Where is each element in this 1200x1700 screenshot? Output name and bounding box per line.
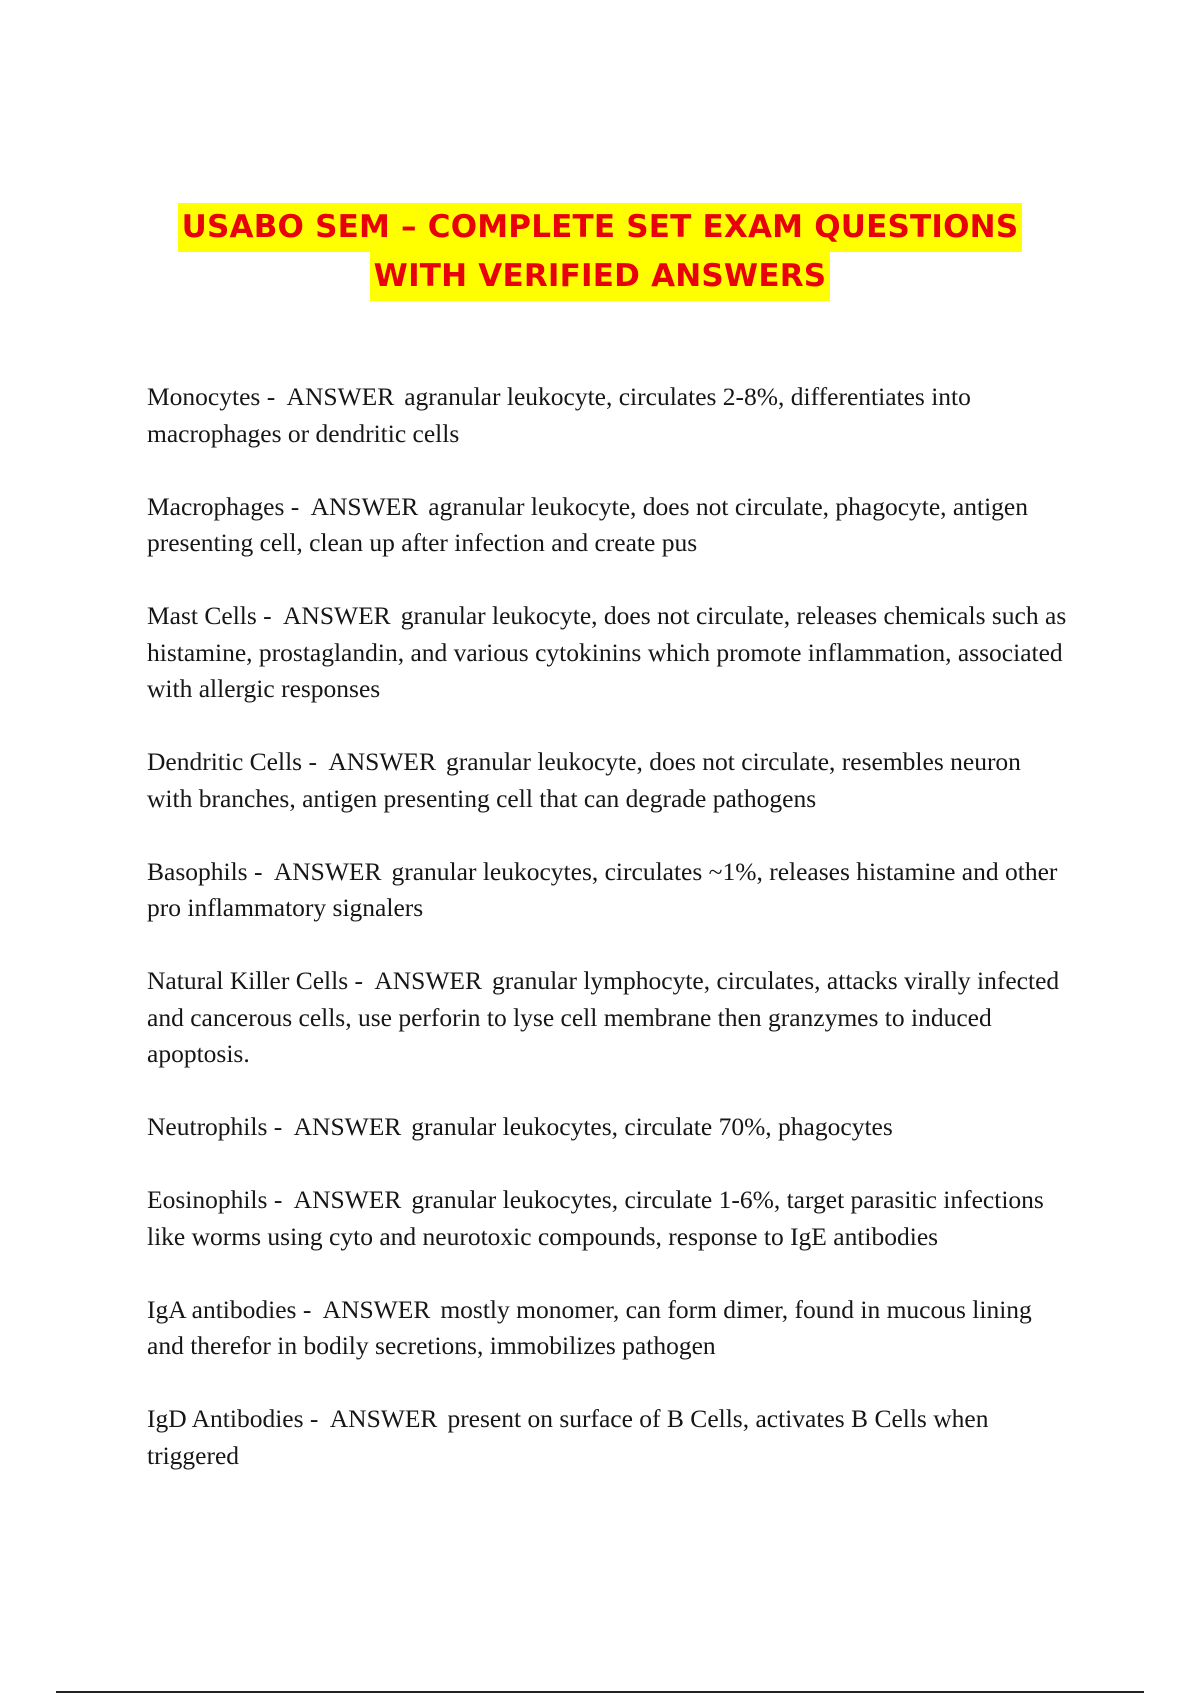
qa-item-macrophages [147, 489, 1067, 562]
title-line-2: WITH VERIFIED ANSWERS [370, 252, 831, 301]
answer-label: ANSWER [329, 1404, 438, 1433]
qa-term: Mast Cells - [147, 601, 283, 630]
qa-item-igd-antibodies [147, 1401, 1067, 1474]
qa-term: Macrophages - [147, 492, 311, 521]
document-title [0, 203, 1200, 301]
qa-answer: present on surface of B Cells, activates B Cells when triggered [147, 1404, 989, 1470]
footer-divider [56, 1691, 1144, 1693]
qa-term: Eosinophils - [147, 1185, 294, 1214]
qa-term: Monocytes - [147, 382, 287, 411]
qa-answer: agranular leukocyte, does not circulate, phagocyte, antigen presenting cell, clean up after infection and create pus [147, 491, 1028, 557]
qa-answer: granular leukocytes, circulate 70%, phagocytes [411, 1112, 893, 1141]
qa-list [147, 379, 1067, 1511]
answer-label: ANSWER [293, 1112, 402, 1141]
answer-label: ANSWER [374, 966, 483, 995]
qa-term: Neutrophils - [147, 1112, 294, 1141]
qa-answer: granular leukocyte, does not circulate, resembles neuron with branches, antigen presenting cell that can degrade pathogens [147, 747, 1021, 813]
title-line-1: USABO SEM – COMPLETE SET EXAM QUESTIONS [178, 203, 1023, 252]
qa-term: Dendritic Cells - [147, 747, 328, 776]
answer-label: ANSWER [293, 1185, 402, 1214]
qa-term: IgA antibodies - [147, 1295, 323, 1324]
answer-label: ANSWER [273, 856, 382, 886]
qa-answer: granular leukocyte, does not circulate, releases chemicals such as histamine, prostaglandin, and various cytokinins which promote inflammation, associated with allergic responses [147, 601, 1067, 703]
qa-answer: granular leukocytes, circulate 1-6%, target parasitic infections like worms using cyto and neurotoxic compounds, response to IgE antibodies [147, 1185, 1044, 1251]
qa-answer: granular leukocytes, circulates ~1%, releases histamine and other pro inflammatory signalers [147, 856, 1058, 922]
qa-item-dendritic-cells [147, 744, 1067, 817]
qa-item-eosinophils [147, 1182, 1067, 1255]
qa-term: Basophils - [147, 857, 274, 886]
answer-label: ANSWER [283, 601, 391, 630]
qa-answer: granular lymphocyte, circulates, attacks virally infected and cancerous cells, use perforin to lyse cell membrane then granzymes to induced apoptosis. [147, 966, 1060, 1068]
qa-item-neutrophils [147, 1109, 1067, 1146]
answer-label: ANSWER [328, 747, 436, 776]
qa-item-natural-killer-cells [147, 963, 1067, 1073]
qa-answer: mostly monomer, can form dimer, found in mucous lining and therefor in bodily secretions, immobilizes pathogen [147, 1294, 1032, 1360]
qa-item-basophils [147, 854, 1067, 927]
qa-item-monocytes [147, 379, 1067, 452]
qa-item-mast-cells [147, 598, 1067, 708]
answer-label: ANSWER [322, 1294, 431, 1324]
qa-term: IgD Antibodies - [147, 1404, 330, 1433]
answer-label: ANSWER [286, 382, 395, 411]
qa-term: Natural Killer Cells - [147, 966, 374, 995]
qa-answer: agranular leukocyte, circulates 2-8%, differentiates into macrophages or dendritic cells [147, 382, 971, 448]
qa-item-iga-antibodies [147, 1292, 1067, 1365]
answer-label: ANSWER [310, 491, 419, 521]
